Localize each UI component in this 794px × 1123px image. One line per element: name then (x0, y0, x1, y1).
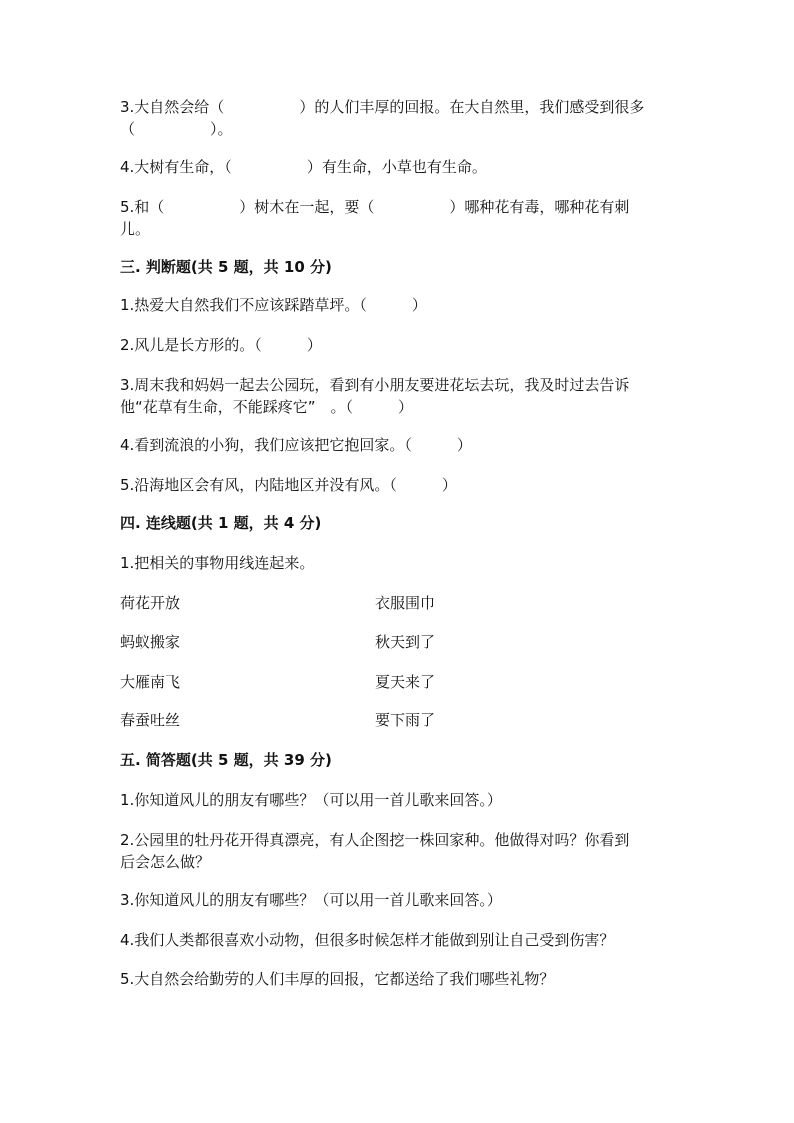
short-answer-item-2-line-1: 2.公园里的牡丹花开得真漂亮，有人企图挖一株回家种。他做得对吗？你看到 (120, 831, 630, 849)
fill-item-4: 4.大树有生命，（ ）有生命，小草也有生命。 (120, 158, 487, 176)
matching-left-item: 春蚕吐丝 (120, 711, 181, 729)
matching-right-item: 要下雨了 (375, 711, 436, 729)
matching-left-item: 蚂蚁搬家 (120, 633, 181, 651)
matching-right-item: 衣服围巾 (375, 594, 436, 612)
judge-item-4: 4.看到流浪的小狗，我们应该把它抱回家。（ ） (120, 436, 472, 454)
short-answer-item-5: 5.大自然会给勤劳的人们丰厚的回报，它都送给了我们哪些礼物？ (120, 970, 555, 988)
judge-item-2: 2.风儿是长方形的。（ ） (120, 336, 322, 354)
matching-right-item: 秋天到了 (375, 633, 436, 651)
matching-left-item: 荷花开放 (120, 594, 181, 612)
judge-item-3-line-1: 3.周末我和妈妈一起去公园玩，看到有小朋友要进花坛去玩，我及时过去告诉 (120, 376, 630, 394)
short-answer-item-4: 4.我们人类都很喜欢小动物，但很多时候怎样才能做到别让自己受到伤害？ (120, 931, 615, 949)
fill-item-3-line-1: 3.大自然会给（ ）的人们丰厚的回报。在大自然里，我们感受到很多 (120, 98, 645, 116)
section-5-heading: 五. 简答题(共 5 题，共 39 分) (120, 751, 332, 769)
matching-right-item: 夏天来了 (375, 673, 436, 691)
matching-left-item: 大雁南飞 (120, 673, 181, 691)
fill-item-3-line-2: （ ）。 (120, 120, 233, 138)
short-answer-item-3: 3.你知道风儿的朋友有哪些？（可以用一首儿歌来回答。） (120, 891, 502, 909)
judge-item-3-line-2: 他“花草有生命，不能踩疼它” 。（ ） (120, 398, 414, 416)
section-4-heading: 四. 连线题(共 1 题，共 4 分) (120, 514, 322, 532)
judge-item-1: 1.热爱大自然我们不应该踩踏草坪。（ ） (120, 296, 427, 314)
matching-question: 1.把相关的事物用线连起来。 (120, 554, 315, 572)
short-answer-item-1: 1.你知道风儿的朋友有哪些？（可以用一首儿歌来回答。） (120, 791, 502, 809)
short-answer-item-2-line-2: 后会怎么做？ (120, 853, 211, 871)
fill-item-5-line-2: 儿。 (120, 220, 151, 238)
section-3-heading: 三. 判断题(共 5 题，共 10 分) (120, 258, 332, 276)
judge-item-5: 5.沿海地区会有风，内陆地区并没有风。（ ） (120, 476, 457, 494)
fill-item-5-line-1: 5.和（ ）树木在一起，要（ ）哪种花有毒，哪种花有刺 (120, 198, 630, 216)
